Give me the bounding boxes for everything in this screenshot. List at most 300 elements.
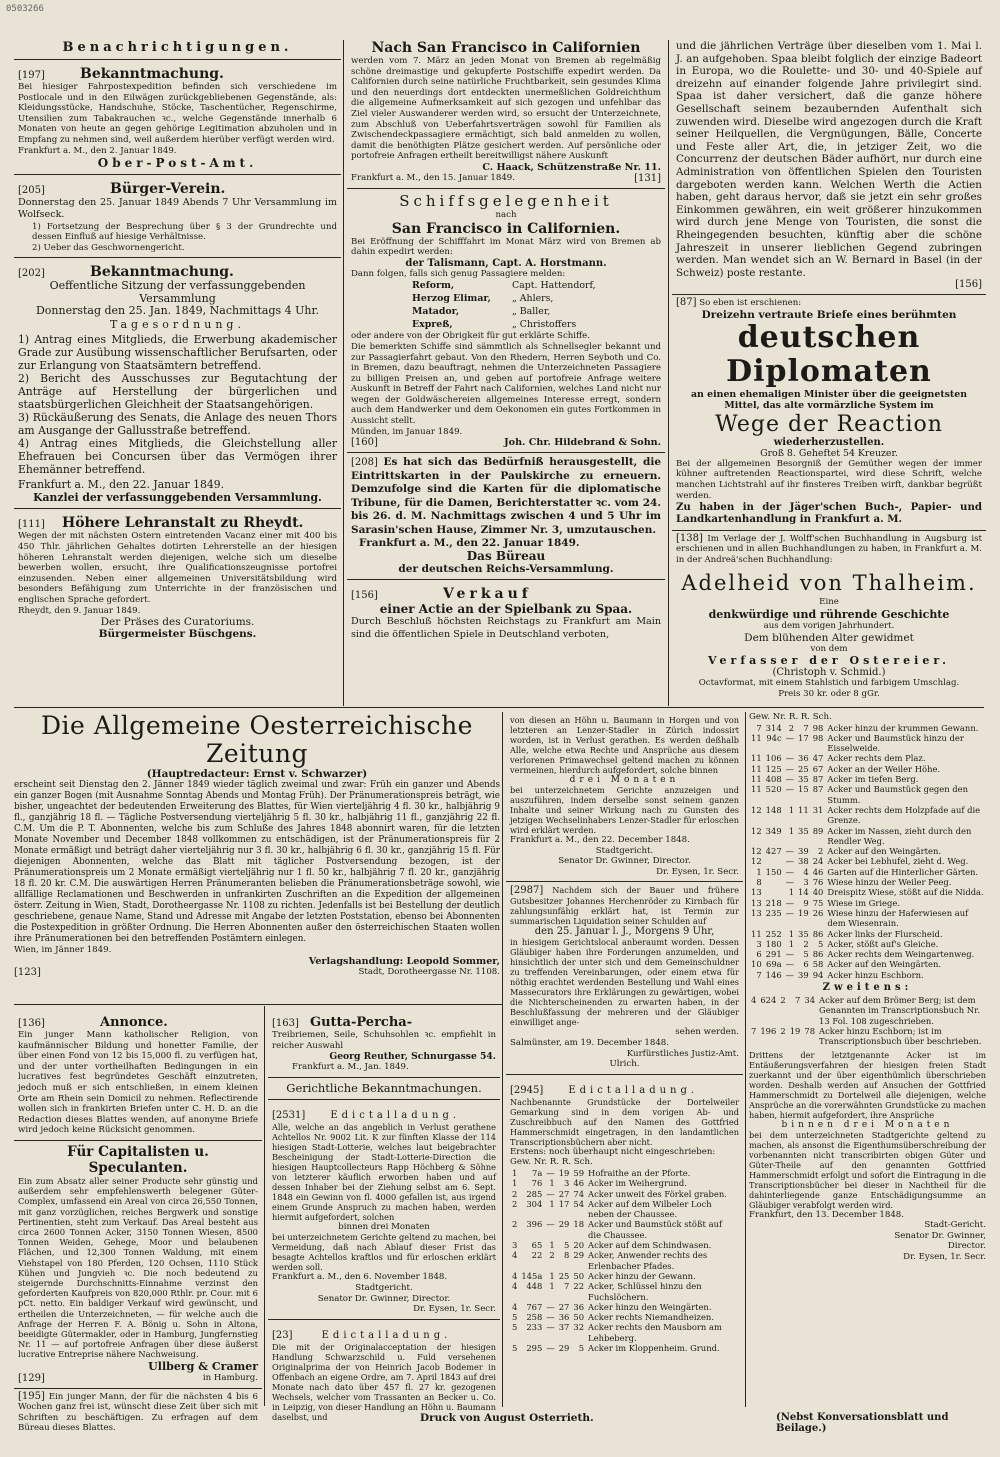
table-cell-description: Dreispitz Wiese, stößt auf die Nidda. bbox=[827, 887, 984, 898]
table-cell: 624 bbox=[760, 995, 777, 1006]
table-cell: 17 bbox=[558, 1198, 570, 1209]
table-cell: 20 bbox=[573, 1240, 585, 1251]
ad-number: [111] bbox=[18, 519, 45, 531]
table-cell: 18 bbox=[573, 1219, 585, 1230]
table-cell: 4 bbox=[512, 1250, 518, 1261]
ad-number: [2987] bbox=[510, 885, 544, 897]
table-row bbox=[749, 908, 986, 929]
table-cell: 98 bbox=[812, 732, 824, 743]
ad-subtitle: Eine bbox=[819, 597, 839, 608]
notice-header: Benachrichtigungen. bbox=[62, 40, 293, 55]
ad-signature: Stadtgericht. bbox=[355, 1282, 413, 1293]
table-cell: 11 bbox=[751, 784, 762, 795]
ad-number: [123] bbox=[14, 966, 41, 978]
table-cell: 3 bbox=[512, 1240, 518, 1251]
ad-place: Frankfurt a. M., den 15. Januar 1849. bbox=[351, 172, 515, 183]
table-cell: 29 bbox=[558, 1342, 570, 1353]
table-cell-description: Acker hinzu den Weingärten. bbox=[588, 1301, 712, 1312]
table-cell: 27 bbox=[558, 1301, 570, 1312]
ad-signature: Kanzlei der verfassunggebenden Versammlung. bbox=[33, 491, 322, 505]
table-row bbox=[749, 959, 986, 969]
table-cell: 180 bbox=[765, 938, 782, 949]
table-cell: 3 bbox=[756, 938, 762, 949]
table-cell-description: Acker hinzu der Gewann. bbox=[588, 1270, 696, 1281]
table-row: Herzog Elimar, „ Ahlers, bbox=[412, 293, 554, 305]
ad-kapitalisten bbox=[14, 1141, 262, 1389]
table-row: Expreß, „ Christoffers bbox=[412, 319, 577, 331]
list-item: 4) Antrag eines Mitglieds, die Gleichstellung aller Ehefrauen bei Concursen über das Vermögen ihrer Ehemänner betreffend. bbox=[18, 437, 337, 477]
table-cell: — bbox=[785, 763, 795, 774]
list-item: 2) Bericht des Ausschusses zur Begutachtung der Anträge auf Herstellung der bürgerlichen und staatsbürgerlichen Gleichheit der Staatsangehörigen. bbox=[18, 372, 337, 412]
table-row bbox=[749, 826, 986, 847]
table-cell: 7 bbox=[803, 722, 809, 733]
ad-title: Schiffsgelegenheit bbox=[399, 191, 613, 210]
table-cell: 1 bbox=[549, 1198, 555, 1209]
ad-title: einer Actie an der Spielbank zu Spaa. bbox=[379, 602, 633, 617]
table-cell: 22 bbox=[573, 1281, 585, 1292]
table-row bbox=[510, 1168, 739, 1178]
ad-title: Wege der Reaction bbox=[715, 411, 943, 437]
ad-body: Ein junger Mann katholischer Religion, von kaufmännischer Bildung und honetter Familie, der über einen Fond von 12 bis 15,000 fl. zu verfügen hat, und der unter vortheilhaften Bedingungen in ein lucratives fest begründetes Geschäft einzutreten, jedoch muß er sich entschließen, in einem kleinen Orte am Rhein sein Domicil zu nehmen. Reflectirende wollen sich in frankirten Briefen unter C. H. D. an die Redaction dieses Blattes wenden, auf anonyme Briefe wird jedoch keine Rücksicht genommen. bbox=[18, 1030, 258, 1136]
table-row bbox=[510, 1219, 739, 1240]
ad-subtitle: Oeffentliche Sitzung der verfassunggebenden Versammlung bbox=[49, 279, 306, 305]
table-row bbox=[749, 753, 986, 763]
table-cell: — bbox=[785, 784, 795, 795]
table-cell: 7 bbox=[756, 969, 762, 980]
table-cell: — bbox=[785, 753, 795, 764]
table-cell: — bbox=[785, 907, 795, 918]
table-cell-description: Acker hinzu Eschborn; ist im Transcriptionsbuch über beschrieben. bbox=[819, 1025, 982, 1047]
parcel-table bbox=[749, 723, 986, 980]
table-cell: 8 bbox=[756, 877, 762, 888]
ad-title: Annonce. bbox=[99, 1015, 168, 1030]
ad-title: Bürger-Verein. bbox=[109, 181, 226, 198]
table-cell: 35 bbox=[798, 774, 809, 785]
table-cell-description: Acker hinzu Eschborn. bbox=[827, 969, 924, 980]
table-cell: 29 bbox=[558, 1219, 570, 1230]
table-cell: — bbox=[785, 866, 795, 877]
table-cell: 2 bbox=[549, 1250, 555, 1261]
table-cell: 11 bbox=[751, 774, 762, 785]
table-cell: 46 bbox=[573, 1178, 585, 1189]
table-cell: 349 bbox=[765, 825, 782, 836]
table-cell: 11 bbox=[751, 763, 762, 774]
table-row bbox=[749, 887, 986, 897]
ad-signature: Senator Dr. Gwinner, Director. bbox=[558, 856, 691, 867]
table-cell: 520 bbox=[765, 784, 782, 795]
table-cell: 19 bbox=[798, 907, 809, 918]
table-cell: 26 bbox=[812, 907, 824, 918]
ad-number: [156] bbox=[351, 590, 378, 602]
table-cell: 4 bbox=[803, 866, 809, 877]
ad-subtitle: binnen drei Monaten bbox=[781, 1119, 954, 1130]
ad-body: Die bemerkten Schiffe sind sämmtlich als Schnellsegler bekannt und zur Passagierfahrt gebaut. Von den Rhedern, Herren Seyboth und Co. in Bremen, dazu beauftragt, nehmen die Unterzeichneten Passagiere zu billigen Preisen an, und geben auf portofreie Anfrage weitere Auskunft in Betreff der Fahrt nach Californien, welches Land nicht nur wegen der Goldwäschereien allgemeines Interesse erregt, sondern auch dem Handwerker und dem Oekonomen ein gutes Fortkommen in Aussicht stellt. bbox=[351, 341, 661, 427]
table-cell: — bbox=[785, 959, 795, 970]
ship-name: der Talismann, Capt. A. Horstmann. bbox=[405, 257, 607, 269]
ad-body: Nachdem sich der Bauer und frühere Gutsbesitzer Johannes Herchenröder zu Kirnbach für zahlungsunfähig erklärt hat, ist Termin zur summarischen Liquidation seiner Schulden auf bbox=[510, 885, 739, 927]
table-cell: — bbox=[546, 1342, 555, 1353]
table-cell-description: Acker links der Flurscheid. bbox=[827, 928, 943, 939]
table-cell-description: Acker und Baumstück hinzu der Eisselweide. bbox=[827, 732, 964, 754]
table-cell: — bbox=[546, 1301, 555, 1312]
list-item: 2) Ueber das Geschwornengericht. bbox=[32, 242, 185, 253]
table-cell: 3 bbox=[803, 877, 809, 888]
table-cell: 4 bbox=[512, 1301, 518, 1312]
ad-title: deutschen Diplomaten bbox=[726, 319, 932, 389]
table-cell: 12 bbox=[751, 804, 762, 815]
ad-signature: Verlagshandlung: Leopold Sommer, bbox=[308, 955, 500, 967]
ad-111 bbox=[14, 509, 341, 644]
table-row bbox=[749, 929, 986, 939]
table-cell: 36 bbox=[558, 1312, 570, 1323]
table-cell: 2 bbox=[788, 722, 795, 733]
ad-208 bbox=[347, 453, 665, 580]
table-cell: 19 bbox=[789, 1025, 801, 1036]
table-cell: 11 bbox=[798, 804, 809, 815]
table-cell: 46 bbox=[812, 866, 824, 877]
ad-title: Edictalladung. bbox=[321, 1329, 452, 1341]
ad-place: Münden, im Januar 1849. bbox=[351, 426, 463, 437]
table-cell: 24 bbox=[812, 856, 824, 867]
ad-body: werden vom 7. März an jeden Monat von Bremen ab regelmäßig schöne dreimastige und gekupferte Postschiffe expedirt werden. Da Californien durch seine natürliche Fruchtbarkeit, sein gesundes Klima und den neuerdings dort entdeckten unermeßlichen Goldreichthum die allgemeine Aufmerksamkeit auf sich gezogen und unfehlbar das Ziel vieler Auswanderer werden wird, so ersucht der Unterzeichnete, zum Abschluß von Ueberfahrtsverträgen sowohl für Familien als Zwischendeckpassagiere ermächtigt, sich bald anmelden zu wollen, damit die benöthigten Plätze gesichert werden. Auf persönliche oder portofreie Anfragen ertheilt bereitwilligst nähere Auskunft bbox=[351, 56, 661, 162]
table-row bbox=[749, 939, 986, 949]
ad-title: San Francisco in Californien. bbox=[391, 220, 621, 237]
table-cell: 94c bbox=[766, 732, 782, 743]
ad-place: Salmünster, am 19. December 1848. bbox=[510, 1037, 670, 1048]
table-cell: 1 bbox=[788, 938, 795, 949]
table-cell: 314 bbox=[765, 722, 782, 733]
table-cell: 196 bbox=[760, 1025, 777, 1036]
ad-san-francisco bbox=[347, 40, 665, 189]
ad-number: [160] bbox=[351, 437, 378, 449]
table-cell: 106 bbox=[765, 753, 782, 764]
table-cell: 295 bbox=[526, 1342, 543, 1353]
table-row bbox=[749, 995, 986, 1026]
table-cell: 1 bbox=[549, 1281, 555, 1292]
table-cell: — bbox=[785, 897, 795, 908]
table-cell-description: Acker, stößt auf's Gleiche. bbox=[827, 938, 939, 949]
table-cell: 258 bbox=[526, 1312, 543, 1323]
table-row bbox=[749, 723, 986, 733]
table-cell: 2 bbox=[512, 1219, 518, 1230]
ad-156-cont bbox=[672, 40, 986, 295]
table-cell: 65 bbox=[531, 1240, 543, 1251]
table-cell-description: Acker im tiefen Berg. bbox=[827, 774, 919, 785]
ad-87 bbox=[672, 295, 986, 530]
ad-signature: Stadt-Gericht. bbox=[924, 1220, 986, 1231]
ad-body: Bei hiesiger Fahrpostexpedition befinden sich verschiedene im Postlocale und in den Eilwägen zurückgebliebenen Gegenstände, als: Kleidungsstücke, Handschuhe, Stöcke, Taschentücher, Regenschirme, Utensilien zum Tabakrauchen ꝛc., welche Gegenstände innerhalb 6 Monaten von heute an gegen gehörige Legitimation abzuholen und in Empfang zu nehmen sind, weil außerdem hierüber verfügt werden wird. bbox=[18, 82, 337, 145]
table-cell: 5 bbox=[564, 1240, 570, 1251]
ad-2987 bbox=[506, 882, 743, 1074]
table-row bbox=[510, 1250, 739, 1271]
ad-subtitle: Donnerstag den 25. Jan. 1849, Nachmittags 4 Uhr. bbox=[35, 303, 320, 317]
column-bottom-b bbox=[268, 1008, 500, 1422]
table-cell: 767 bbox=[526, 1301, 543, 1312]
table-cell: 34 bbox=[804, 995, 816, 1006]
ad-price: Groß 8. Geheftet 54 Kreuzer. bbox=[760, 447, 898, 459]
table-cell: 1 bbox=[756, 866, 762, 877]
ad-signature: Der Präses des Curatoriums. bbox=[100, 616, 255, 629]
ad-schiffsgelegenheit bbox=[347, 189, 665, 453]
table-cell: — bbox=[785, 969, 795, 980]
table-cell-description: Acker hinzu der krummen Gewann. bbox=[827, 722, 979, 733]
ad-title: Die Allgemeine Oesterreichische Zeitung bbox=[41, 711, 473, 768]
section-title: Gerichtliche Bekanntmachungen. bbox=[286, 1080, 482, 1095]
table-cell: 11 bbox=[751, 732, 762, 743]
table-row bbox=[749, 784, 986, 805]
ad-place: Frankfurt a. M., den 6. November 1848. bbox=[272, 1272, 448, 1283]
ad-place: Frankfurt a. M., Jan. 1849. bbox=[292, 1062, 409, 1073]
ad-place: Frankfurt a. M., den 22. December 1848. bbox=[510, 835, 690, 845]
table-cell-description: Acker im Nassen, zieht durch den Rendler Weg. bbox=[827, 825, 972, 846]
table-cell: 12 bbox=[751, 856, 762, 867]
ad-author: Verfasser der Ostereier. bbox=[708, 654, 950, 668]
ad-136 bbox=[14, 1008, 262, 1141]
parcel-table bbox=[749, 995, 986, 1046]
table-cell: 31 bbox=[812, 804, 824, 815]
table-row bbox=[510, 1302, 739, 1312]
table-row bbox=[749, 774, 986, 784]
table-cell: 13 bbox=[751, 887, 762, 898]
ad-number: [138] bbox=[676, 532, 703, 544]
table-cell: 13 bbox=[751, 897, 762, 908]
table-row bbox=[510, 1189, 739, 1199]
table-cell bbox=[764, 856, 784, 866]
table-cell: 17 bbox=[798, 732, 809, 743]
table-cell: 448 bbox=[526, 1281, 543, 1292]
table-row bbox=[510, 1199, 739, 1220]
list-item: 3) Rückäußerung des Senats, die Anlage des neuen Thors am Ausgange der Gallusstraße betreffend. bbox=[18, 411, 337, 438]
table-row bbox=[749, 867, 986, 877]
table-cell: 37 bbox=[558, 1322, 570, 1333]
table-row bbox=[510, 1281, 739, 1302]
column-rule bbox=[343, 40, 344, 706]
table-cell-description: Acker an der Weiler Höhe. bbox=[827, 763, 941, 774]
ad-number: [197] bbox=[18, 70, 45, 81]
ad-number: [2945] bbox=[510, 1084, 544, 1096]
table-cell: 9 bbox=[803, 897, 809, 908]
column-left bbox=[14, 40, 341, 706]
table-cell: 25 bbox=[798, 763, 809, 774]
ad-place: Wien, im Jänner 1849. bbox=[14, 945, 112, 955]
ad-signature: Kurfürstliches Justiz-Amt. bbox=[626, 1048, 739, 1059]
ad-number: [205] bbox=[18, 185, 45, 197]
table-row bbox=[749, 856, 986, 866]
table-cell: 58 bbox=[812, 959, 824, 970]
table-cell: 150 bbox=[765, 866, 782, 877]
table-cell: — bbox=[785, 774, 795, 785]
table-header: Gew. Nr. R. R. Sch. bbox=[749, 712, 832, 722]
ad-oesterreichische-zeitung bbox=[14, 712, 500, 1004]
court-notices-header bbox=[268, 1078, 500, 1100]
column-bottom-c bbox=[506, 712, 743, 1407]
ad-subtitle: aus dem vorigen Jahrhundert. bbox=[763, 621, 895, 632]
column-bottom-a bbox=[14, 1008, 262, 1434]
ad-place: Frankfurt a. M., den 22. Januar 1849. bbox=[18, 478, 225, 492]
table-cell: 59 bbox=[573, 1167, 585, 1178]
list-item: 1) Fortsetzung der Besprechung über § 3 der Grundrechte und dessen Einfluß auf hiesige Verhältnisse. bbox=[32, 221, 337, 243]
ad-title: Verkauf bbox=[442, 586, 532, 603]
table-cell: 1 bbox=[788, 887, 795, 898]
table-cell: 27 bbox=[558, 1188, 570, 1199]
table-cell: 86 bbox=[812, 928, 824, 939]
table-cell: 38 bbox=[798, 856, 809, 867]
ad-number: [23] bbox=[272, 1329, 293, 1341]
ad-body: Bei der allgemeinen Besorgniß der Gemüther wegen der immer kühner auftretenden Reactionspartei, wird diese Schrift, welche manchen Lichtstrahl auf ihr finsteres Treiben wirft, dankbar begrüßt werden. bbox=[676, 458, 982, 501]
table-cell-description: Acker auf den Weingärten. bbox=[827, 959, 942, 970]
table-cell: — bbox=[785, 856, 795, 867]
table-cell: 75 bbox=[812, 897, 824, 908]
column-middle bbox=[347, 40, 665, 706]
table-cell: 22 bbox=[531, 1250, 543, 1261]
table-caption: Erstens: noch überhaupt nicht eingeschrieben: bbox=[510, 1146, 716, 1157]
ad-date: den 25. Januar l. J., Morgens 9 Uhr, bbox=[534, 926, 715, 938]
table-cell-description: Acker, Schlüssel hinzu den Fuchslöchern. bbox=[588, 1281, 702, 1302]
table-cell: 89 bbox=[812, 825, 824, 836]
table-cell: 35 bbox=[798, 825, 809, 836]
table-cell bbox=[764, 887, 784, 897]
table-row bbox=[749, 733, 986, 754]
ad-number: [131] bbox=[634, 172, 661, 184]
ad-number: [87] bbox=[676, 297, 697, 309]
table-cell-description: Wiese im Griege. bbox=[827, 897, 900, 908]
table-cell: — bbox=[785, 732, 795, 743]
ad-number: [2531] bbox=[272, 1109, 306, 1121]
table-cell-description: Acker, Anwender rechts des Erlenbacher Pfades. bbox=[588, 1250, 708, 1271]
table-cell: 291 bbox=[765, 949, 782, 960]
ad-subtitle: binnen drei Monaten bbox=[338, 1221, 430, 1232]
ad-signature: Bürgermeister Büschgens. bbox=[98, 628, 257, 641]
table-cell-description: Acker im Kloppenheim. Grund. bbox=[588, 1342, 720, 1353]
table-cell: 252 bbox=[765, 928, 782, 939]
table-cell-description: Wiese hinzu der Haferwiesen auf dem Wiesenrain. bbox=[827, 907, 969, 929]
ad-body: Es hat sich das Bedürfniß herausgestellt, die Eintrittskarten in der Paulskirche zu erneuern. Demzufolge sind die Karten für die diplomatische Tribune, für die Damen, Berichterstatter ꝛc. vom 24. bis 26. d. M. Nachmittags zwischen 4 und 5 Uhr im Sarasin'schen Hause, Zimmer Nr. 3, umzutauschen. bbox=[351, 456, 661, 536]
table-cell: 39 bbox=[798, 846, 809, 857]
table-cell: 233 bbox=[526, 1322, 543, 1333]
ad-signature: Ullberg & Cramer bbox=[148, 1359, 258, 1373]
table-cell: 7 bbox=[756, 722, 762, 733]
ad-subtitle: Dem blühenden Alter gewidmet bbox=[744, 631, 914, 644]
table-row bbox=[749, 805, 986, 826]
ad-number: [136] bbox=[18, 1018, 45, 1029]
ad-body: von diesen an Höhn u. Baumann in Horgen und von letzteren an Lenzer-Stadler in Zürich indossirt worden, ist in Verlust gerathen. Es werden deßhalb Alle, welche etwa Rechte und Ansprüche aus diesem verlorenen Primawechsel geltend machen zu können vermeinen, hierdurch aufgefordert, solche binnen bbox=[510, 715, 739, 775]
table-cell: 76 bbox=[812, 877, 824, 888]
ad-signature: Senator Dr. Gwinner, Director. bbox=[317, 1293, 451, 1304]
table-cell: 40 bbox=[812, 887, 824, 898]
ad-body: Im Verlage der J. Wolff'schen Buchhandlung in Augsburg ist erschienen und in allen Buchhandlungen zu haben, in Frankfurt a. M. in der Andreä'schen Buchhandlung: bbox=[676, 533, 983, 565]
table-cell: — bbox=[785, 846, 795, 857]
ad-23-cont bbox=[506, 712, 743, 882]
table-cell: 5 bbox=[803, 949, 809, 960]
table-cell-description: Acker auf dem Wilbeler Loch neben der Chaussee. bbox=[588, 1198, 712, 1220]
table-cell: 146 bbox=[765, 969, 782, 980]
ad-title: Bekanntmachung. bbox=[79, 66, 224, 82]
ad-body: bei dem unterzeichneten Stadtgerichte geltend zu machen, als ansonst die Eigenthumsüberschreibung der vorbenannten nicht transcribirten obigen Güter und Güter-Theile auf den genannten Gottfried Hammerschmidt erfolgt und sofort die Eintragung in die Transcriptionsbücher bei dieser in Nachtheil für die dahinterliegende ganze Entschädigungsumme an Gläubiger verabfolgt werden wird. bbox=[749, 1129, 986, 1210]
ad-place: Rheydt, den 9. Januar 1849. bbox=[18, 605, 141, 616]
ad-number: [195] bbox=[18, 1390, 45, 1402]
table-cell: 25 bbox=[558, 1270, 570, 1281]
table-cell: — bbox=[546, 1322, 555, 1333]
ad-body: oder andere von der Obrigkeit für gut erklärte Schiffe. bbox=[351, 331, 590, 342]
ad-body: Wegen der mit nächsten Ostern eintretenden Vacanz einer mit 400 bis 450 Thlr. jährlichen Gehaltes dotirten Lehrerstelle an der hiesigen höheren Lehranstalt werden diejenigen, welche sich um dieselbe bewerben wollen, ersucht, ihre Qualificationszeugnisse portofrei einzusenden. Neben einer allgemeinen Universitätsbildung wird besonders Befähigung zum Unterrichte in der französischen und englischen Sprache gefordert. bbox=[18, 531, 337, 605]
table-cell: 12 bbox=[751, 825, 762, 836]
ad-body: Nachbenannte Grundstücke der Dortelweiler Gemarkung sind in dem vorigen Ab- und Zuschreibbuch auf den Namen des Gottfried Hammerschmidt eingetragen, in den landamtlichen Transcriptionsbüchern aber nicht. bbox=[510, 1096, 739, 1147]
ad-signature: Zu haben in der Jäger'schen Buch-, Papier- und Landkartenhandlung in Frankfurt a. M. bbox=[676, 501, 982, 526]
ad-signature: Ulrich. bbox=[609, 1059, 640, 1070]
ad-number: [156] bbox=[955, 279, 982, 291]
table-cell: 125 bbox=[765, 763, 782, 774]
table-cell-description: Acker bei Lebhufel, zieht d. Weg. bbox=[827, 856, 969, 867]
ad-signature: C. Haack, Schützenstraße Nr. 11. bbox=[482, 161, 661, 173]
table-cell-description: Acker im Weihergrund. bbox=[588, 1178, 687, 1189]
table-cell: 2 bbox=[512, 1188, 518, 1199]
table-cell: 427 bbox=[765, 846, 782, 857]
ad-body: bei unterzeichnetem Gerichte geltend zu machen, bei Vermeidung, daß nach Ablauf dieser Frist das besagte Achtellos kraftlos und für erloschen erklärt werden soll. bbox=[272, 1232, 496, 1273]
table-cell: — bbox=[546, 1219, 555, 1230]
table-cell-description: Wiese hinzu der Weiler Peeg. bbox=[827, 877, 952, 888]
table-cell: 13 bbox=[751, 907, 762, 918]
ad-body: Treibriemen, Seile, Schuhsohlen ꝛc. empfiehlt in reicher Auswahl bbox=[272, 1030, 496, 1051]
ad-signature: Stadt, Dorotheergasse Nr. 1108. bbox=[358, 966, 500, 977]
ad-signature: Ober-Post-Amt. bbox=[97, 156, 258, 171]
ad-subtitle: wiederherzustellen. bbox=[773, 436, 885, 448]
table-cell: 12 bbox=[751, 846, 762, 857]
table-cell: 35 bbox=[798, 928, 809, 939]
column-rule bbox=[264, 1006, 265, 1406]
ad-title: Edictalladung. bbox=[330, 1109, 461, 1121]
table-cell: 5 bbox=[512, 1312, 518, 1323]
table-caption: Zweitens: bbox=[822, 982, 913, 994]
ad-subtitle: denkwürdige und rührende Geschichte bbox=[708, 608, 950, 622]
table-cell: 1 bbox=[788, 825, 795, 836]
table-cell: 1 bbox=[549, 1270, 555, 1281]
table-cell bbox=[764, 877, 784, 887]
ad-signature: der deutschen Reichs-Versammlung. bbox=[398, 563, 614, 576]
ad-body: Alle, welche an das angeblich in Verlust gerathene Achtellos Nr. 9002 Lit. K zur fünften Klasse der 114 hiesigen Stadt-Lotterie, welches laut beigebrachter Bescheinigung der Stadt-Lotterie-Direction die hiesigen Hauptcollecteurs Rapp Höchberg & Söhne von letzterer käuflich erworben haben und auf dessen Inhaber bei der Ziehung selbst am 6. Sept. 1848 ein Gewinn von fl. 4000 gefallen ist, aus irgend einem Grunde Anspruch zu machen haben, werden hiermit aufgefordert, solchen bbox=[272, 1121, 496, 1222]
table-cell: 8 bbox=[564, 1250, 570, 1261]
table-cell: 285 bbox=[526, 1188, 543, 1199]
table-cell: — bbox=[546, 1188, 555, 1199]
table-cell: 1 bbox=[788, 804, 795, 815]
table-cell: 408 bbox=[765, 774, 782, 785]
table-cell: — bbox=[546, 1167, 555, 1178]
table-cell: 7a bbox=[532, 1167, 543, 1178]
table-cell: 29 bbox=[573, 1250, 585, 1261]
column-rule bbox=[745, 712, 746, 1407]
ad-138 bbox=[672, 531, 986, 704]
table-cell: 4 bbox=[512, 1281, 518, 1292]
table-cell: 87 bbox=[812, 774, 824, 785]
ad-body: Die mit der Originalacceptation der hiesigen Handlung Schwarzschild u. Fuld versehenen Originalprima der von Heinrich Jacob Bodemer in Offenbach an eigene Ordre, am 7. April 1843 auf drei Monate nach dato über 457 fl. 27 kr. gezogenen Wechsels, welcher vom Trassanten an Becker u. Co. in Leipzig, von dieser Handlung an Höhn u. Baumann daselbst, und bbox=[272, 1341, 496, 1422]
column-rule bbox=[668, 40, 669, 706]
ad-signature: Stadtgericht. bbox=[595, 845, 654, 856]
table-cell: 54 bbox=[573, 1198, 585, 1209]
table-cell: 11 bbox=[751, 753, 762, 764]
table-cell: 78 bbox=[804, 1025, 816, 1036]
table-cell-description: Acker und Baumstück stößt auf die Chaussee. bbox=[588, 1219, 723, 1240]
ad-subtitle: Dreizehn vertraute Briefe eines berühmten bbox=[701, 308, 957, 321]
table-row bbox=[749, 877, 986, 887]
table-row bbox=[510, 1312, 739, 1322]
table-cell: 2 bbox=[780, 995, 786, 1006]
table-row bbox=[510, 1240, 739, 1250]
table-cell: 2 bbox=[803, 938, 809, 949]
table-cell-description: Garten auf die Hinterlicher Gärten. bbox=[827, 866, 979, 877]
table-cell: — bbox=[546, 1312, 555, 1323]
table-row: Reform, Capt. Hattendorf, bbox=[412, 280, 596, 292]
table-row bbox=[749, 764, 986, 774]
ad-price: Preis 30 kr. oder 8 gGr. bbox=[778, 688, 880, 699]
